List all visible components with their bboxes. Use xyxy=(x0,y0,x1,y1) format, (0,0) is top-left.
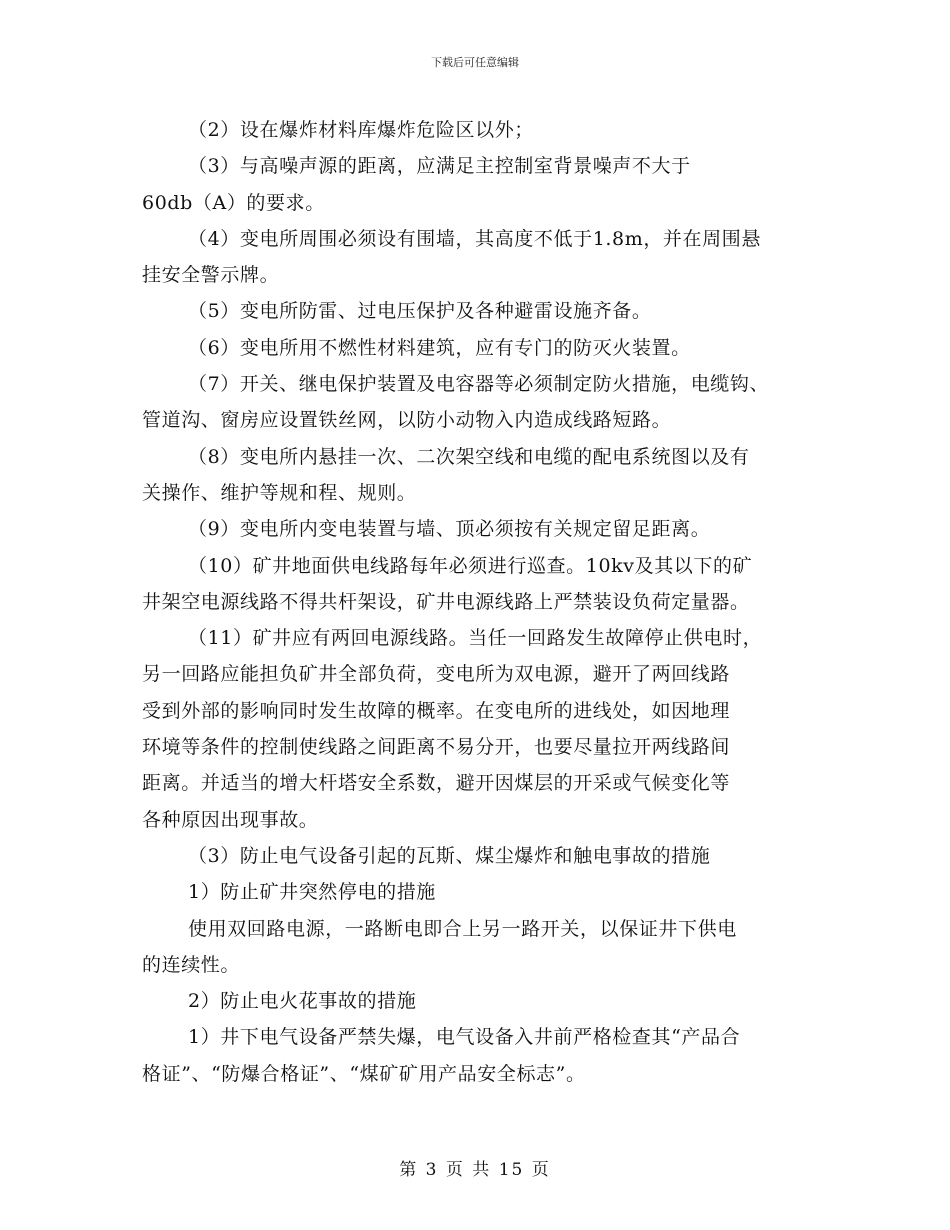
text-line: 格证”、“防爆合格证”、“煤矿矿用产品安全标志”。 xyxy=(142,1062,586,1085)
text-line: （3）防止电气设备引起的瓦斯、煤尘爆炸和触电事故的措施 xyxy=(188,844,711,867)
text-line: （3）与高噪声源的距离，应满足主控制室背景噪声不大于 xyxy=(188,155,691,178)
text-line: 2）防止电火花事故的措施 xyxy=(188,990,417,1013)
text-line: （2）设在爆炸材料库爆炸危险区以外； xyxy=(188,119,534,141)
text-line: 受到外部的影响同时发生故障的概率。在变电所的进线处，如因地理 xyxy=(142,699,731,722)
document-body xyxy=(142,112,812,1092)
text-line: （10）矿井地面供电线路每年必须进行巡查。10kv及其以下的矿 xyxy=(188,554,753,577)
text-line: （8）变电所内悬挂一次、二次架空线和电缆的配电系统图以及有 xyxy=(188,445,750,468)
text-line: 1）防止矿井突然停电的措施 xyxy=(188,881,436,904)
text-line: 管道沟、窗房应设置铁丝网，以防小动物入内造成线路短路。 xyxy=(142,409,672,432)
text-line: 的连续性。 xyxy=(142,953,241,976)
text-line: 距离。并适当的增大杆塔安全系数，避开因煤层的开采或气候变化等 xyxy=(142,772,731,795)
text-line: 挂安全警示牌。 xyxy=(142,264,280,287)
text-line: 各种原因出现事故。 xyxy=(142,808,319,831)
page-number: 第 3 页 共 15 页 xyxy=(399,1160,551,1180)
text-line: （11）矿井应有两回电源线路。当任一回路发生故障停止供电时， xyxy=(188,627,763,650)
text-line: 环境等条件的控制使线路之间距离不易分开，也要尽量拉开两线路间 xyxy=(142,736,731,759)
text-line: （5）变电所防雷、过电压保护及各种避雷设施齐备。 xyxy=(188,300,652,323)
page-header: 下载后可任意编辑 xyxy=(431,56,519,69)
text-line: 关操作、维护等规和程、规则。 xyxy=(142,481,417,504)
text-line: （6）变电所用不燃性材料建筑，应有专门的防灭火装置。 xyxy=(188,336,691,359)
text-line: （7）开关、继电保护装置及电容器等必须制定防火措施，电缆钩、 xyxy=(188,373,770,396)
text-line: 井架空电源线路不得共杆架设，矿井电源线路上严禁装设负荷定量器。 xyxy=(142,590,750,613)
text-line: 1）井下电气设备严禁失爆，电气设备入井前严格检查其“产品合 xyxy=(188,1026,741,1049)
text-line: 60db（A）的要求。 xyxy=(142,191,325,214)
text-line: 另一回路应能担负矿井全部负荷，变电所为双电源，避开了两回线路 xyxy=(142,663,731,686)
text-line: （9）变电所内变电装置与墙、顶必须按有关规定留足距离。 xyxy=(188,518,711,541)
text-line: （4）变电所周围必须设有围墙，其高度不低于1.8m，并在周围悬 xyxy=(188,227,761,250)
text-line: 使用双回路电源，一路断电即合上另一路开关，以保证井下供电 xyxy=(188,917,737,940)
